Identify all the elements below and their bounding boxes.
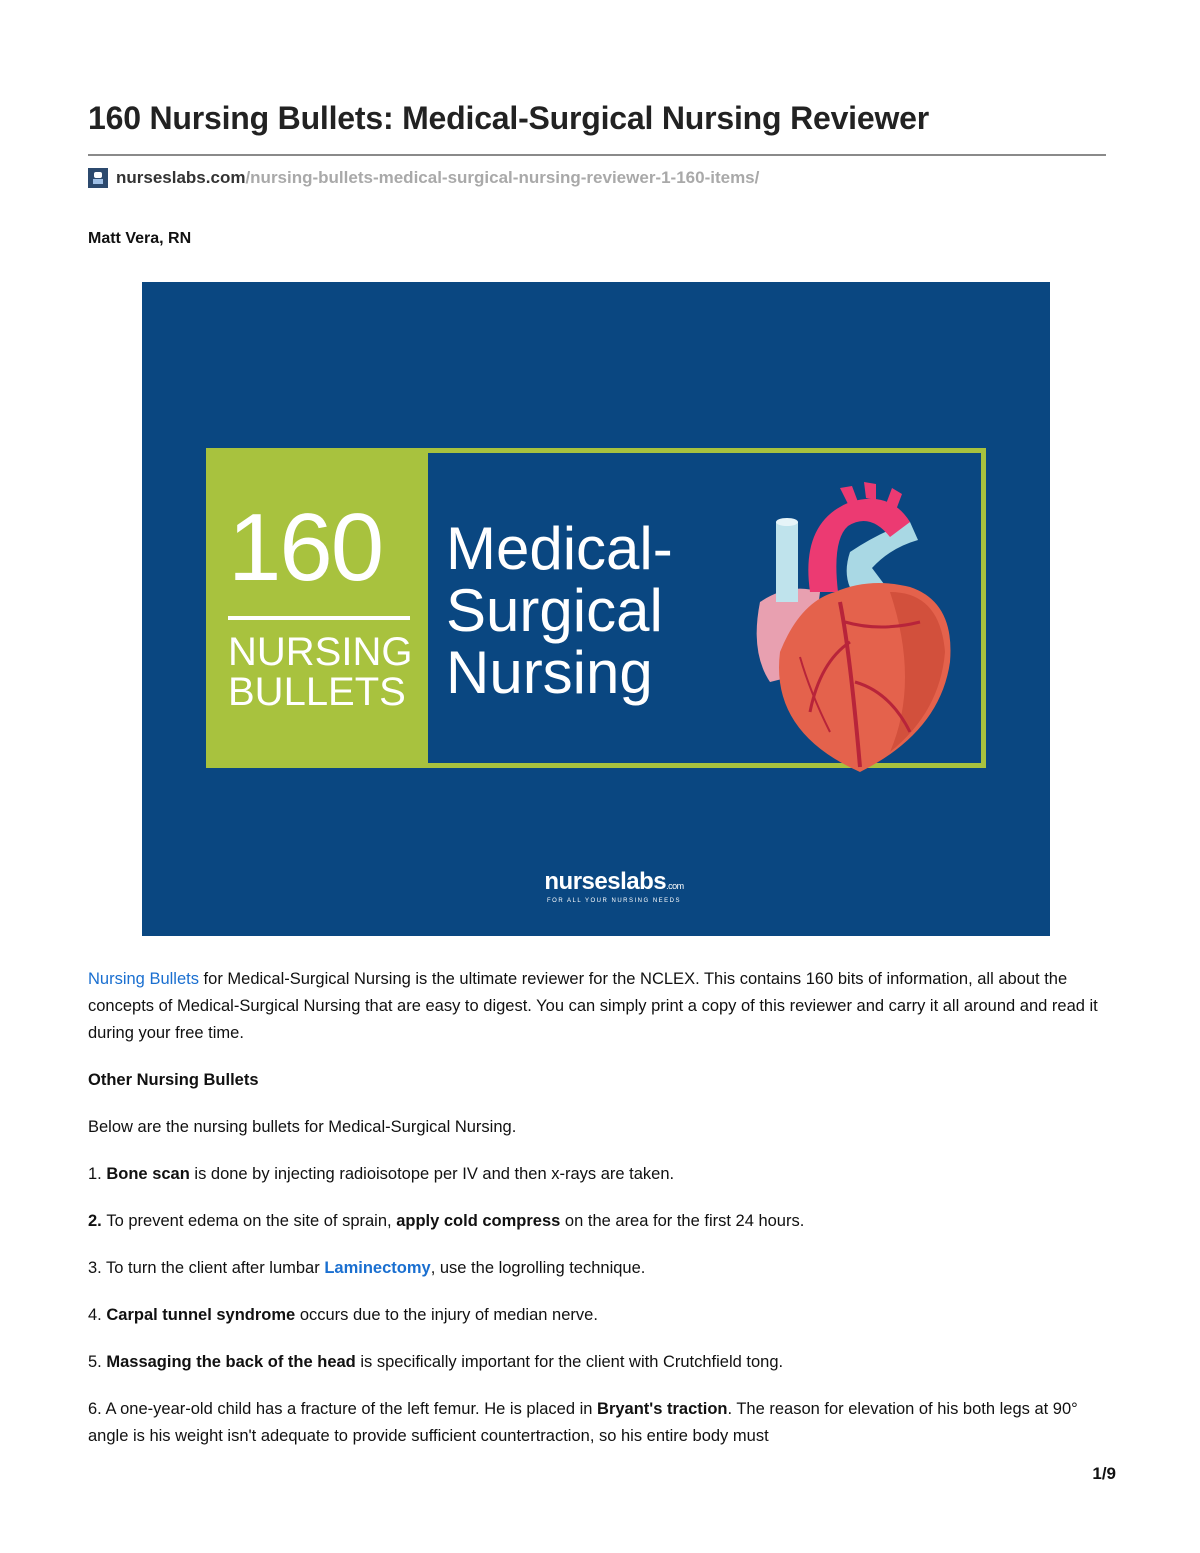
banner-subtitle-line2: BULLETS (228, 670, 406, 714)
banner-underline (228, 616, 410, 620)
list-item: 1. Bone scan is done by injecting radioisotope per IV and then x-rays are taken. (88, 1165, 675, 1183)
site-favicon-icon (88, 168, 108, 188)
banner-heading-line3: Nursing (446, 639, 653, 706)
banner-number: 160 (228, 494, 383, 601)
brand-tagline: FOR ALL YOUR NURSING NEEDS (546, 898, 682, 904)
page-title: 160 Nursing Bullets: Medical-Surgical Nursing Reviewer (88, 100, 929, 136)
brand-logo (534, 868, 694, 904)
list-item: 2. To prevent edema on the site of sprain, apply cold compress on the area for the first 24 hours. (88, 1212, 805, 1230)
brand-logo-name: nurseslabs.com (544, 868, 684, 895)
lead-paragraph: Below are the nursing bullets for Medical-Surgical Nursing. (88, 1118, 517, 1136)
banner-heading (446, 515, 673, 706)
banner-heading-line2: Surgical (446, 577, 663, 644)
title-divider (88, 154, 1106, 156)
list-item: 6. A one-year-old child has a fracture of the left femur. He is placed in Bryant's traction. The reason for elevation of his both legs at 90° angle is his weight isn't adequate to provide sufficient countertraction, so his entire body must (88, 1400, 1078, 1445)
list-item: 3. To turn the client after lumbar Laminectomy, use the logrolling technique. (88, 1259, 646, 1277)
page-number: 1/9 (1092, 1464, 1116, 1483)
section-heading: Other Nursing Bullets (88, 1071, 259, 1089)
nursing-bullets-link[interactable]: Nursing Bullets (88, 970, 199, 988)
banner-subtitle (228, 632, 412, 712)
heart-illustration-icon (740, 482, 970, 782)
hero-banner (142, 282, 1050, 936)
article-body (88, 966, 1118, 1470)
source-domain[interactable]: nurseslabs.com (116, 168, 246, 187)
laminectomy-link[interactable]: Laminectomy (324, 1259, 431, 1277)
list-item: 4. Carpal tunnel syndrome occurs due to the injury of median nerve. (88, 1306, 598, 1324)
list-item: 5. Massaging the back of the head is specifically important for the client with Crutchfield tong. (88, 1353, 784, 1371)
source-link[interactable] (88, 166, 759, 190)
banner-subtitle-line1: NURSING (228, 630, 413, 674)
source-path[interactable]: /nursing-bullets-medical-surgical-nursing-reviewer-1-160-items/ (245, 168, 760, 187)
banner-heading-line1: Medical- (446, 515, 673, 582)
author-name: Matt Vera, RN (88, 230, 192, 247)
intro-paragraph: Nursing Bullets for Medical-Surgical Nursing is the ultimate reviewer for the NCLEX. This contains 160 bits of information, all about the concepts of Medical-Surgical Nursing that are easy to digest. You can simply print a copy of this reviewer and carry it all around and read it during your free time. (88, 970, 1098, 1042)
